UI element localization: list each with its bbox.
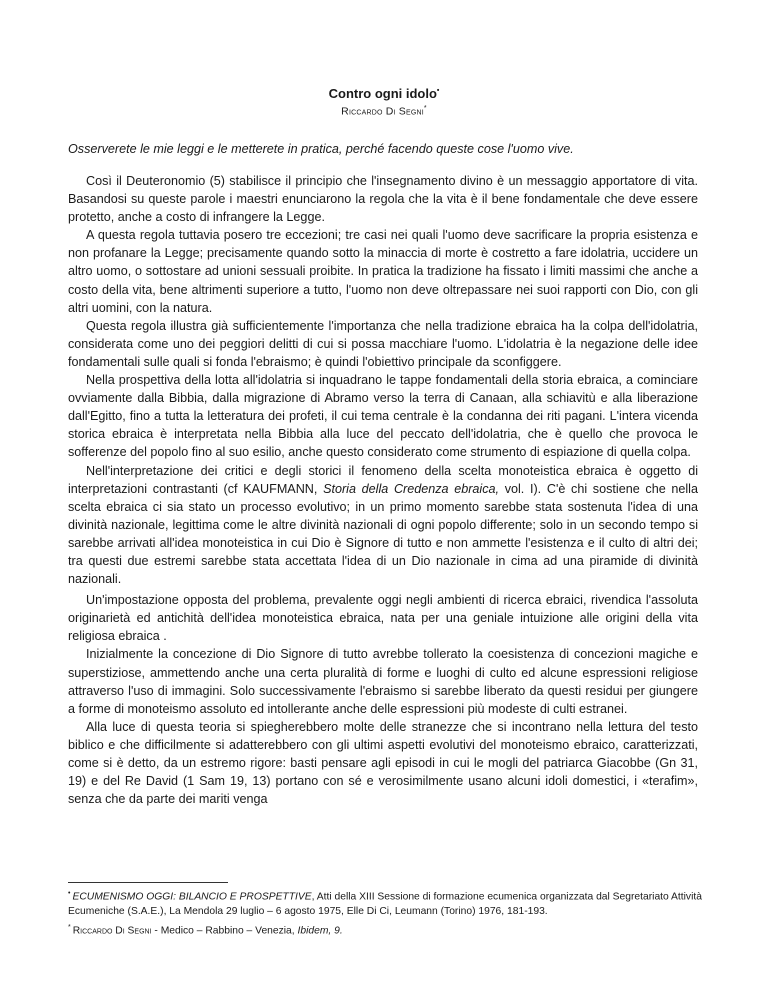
paragraph-5: Nell'interpretazione dei critici e degli storici il fenomeno della scelta monoteistica ebraica è oggetto di interpretazioni contrastanti (cf KAUFMANN, Storia della Credenza ebraica, vol. I). C'è chi sostiene che nella scelta ebraica ci sia stato un processo evolutivo; in un primo momento sarebbe stata sostenuta l'idea di una divinità nazionale, legittima come le altre divinità nazionali di ogni popolo differente; solo in un secondo tempo si sarebbe arrivati all'idea monoteistica in cui Dio è Signore di tutto e non ammette l'esistenza e il culto di altri dei; tra questi due estremi sarebbe stata accettata l'idea di un Dio nazionale in cima ad una piramide di divinità nazionali.	[68, 463, 698, 587]
citation-title: Storia della Credenza ebraica,	[323, 481, 500, 496]
title-footnote-mark: •	[436, 87, 440, 95]
paragraph-7: Inizialmente la concezione di Dio Signore di tutto avrebbe tollerato la coesistenza di concezioni magiche e superstiziose, ammettendo anche una certa pluralità di forme e luoghi di culto ed alcune espressioni religiose attraverso l'uso di immagini. Solo successivamente l'ebraismo si sarebbe liberato da questi residui per giungere a forme di monoteismo assoluto ed intollerante anche delle espressioni più modeste di culti estranei.	[68, 647, 698, 716]
paragraph-4: Nella prospettiva della lotta all'idolatria si inquadrano le tappe fondamentali della storia ebraica, a cominciare ovviamente dalla Bibbia, dalla migrazione di Abramo verso la terra di Canaan, alla schiavitù e alla liberazione dall'Egitto, fino a tutta la letteratura dei profeti, il cui tema centrale è la condanna dei riti pagani. L'intera vicenda storica ebraica è interpretata nella Bibbia alla luce del peccato dell'idolatria, che è quello che provoca le sofferenze del popolo fino al suo esilio, anche questo considerato come strumento di espiazione di quella colpa.	[68, 373, 698, 460]
title-block	[0, 86, 768, 118]
article-body	[68, 172, 698, 808]
epigraph: Osserverete le mie leggi e le metterete in pratica, perché facendo queste cose l'uomo vive.	[68, 142, 574, 156]
footnote-2: * Riccardo Di Segni - Medico – Rabbino – Venezia, Ibidem, 9.	[68, 924, 343, 937]
paragraph-2: A questa regola tuttavia posero tre eccezioni; tre casi nei quali l'uomo deve sacrificare la propria esistenza e non profanare la Legge; precisamente quando sotto la minaccia di morte è costretto a fare idolatria, uccidere un altro uomo, o sottostare ad unioni sessuali proibite. In pratica la tradizione ha fissato i limiti massimi che anche a costo della vita, bene altrimenti superiore a tutto, l'uomo non deve oltrepassare nei suoi rapporti con Dio, con gli altri uomini, con la natura.	[68, 228, 698, 315]
paragraph-8: Alla luce di questa teoria si spiegherebbero molte delle stranezze che si incontrano nella lettura del testo biblico e che difficilmente si adatterebbero con gli ultimi aspetti evolutivi del monoteismo ebraico, caratterizzati, come si è detto, da un estremo rigore: basti pensare agli episodi in cui le mogli del patriarca Giacobbe (Gn 31, 19) e del Re David (1 Sam 19, 13) portano con sé e verosimilmente usano alcuni idoli domestici, i «terafim», senza che da parte dei mariti venga	[68, 719, 698, 807]
footnotes	[68, 886, 728, 939]
paragraph-3: Questa regola illustra già sufficientemente l'importanza che nella tradizione ebraica ha la colpa dell'idolatria, considerata come uno dei peggiori delitti di cui si possa macchiare l'uomo. L'idolatria è la negazione delle idee fondamentali sulle quali si fonda l'ebraismo; è quindi l'obiettivo principale da sconfiggere.	[68, 318, 698, 369]
article-title: Contro ogni idolo•	[328, 86, 440, 101]
footnote-1: • ECUMENISMO OGGI: BILANCIO E PROSPETTIVE, Atti della XIII Sessione di formazione ecumenica organizzata dal Segretariato Attività Ecumeniche (S.A.E.), La Mendola 29 luglio – 6 agosto 1975, Elle Di Ci, Leumann (Torino) 1976, 181-193.	[68, 890, 702, 918]
article-author: Riccardo Di Segni*	[341, 105, 427, 118]
footnote-divider	[68, 882, 228, 883]
paragraph-1: Così il Deuteronomio (5) stabilisce il principio che l'insegnamento divino è un messaggio apportatore di vita. Basandosi su queste parole i maestri enunciarono la regola che la vita è il bene fondamentale che deve essere protetto, anche a costo di infrangere la Legge.	[68, 174, 698, 225]
author-footnote-mark: *	[423, 105, 427, 112]
paragraph-6: Un'impostazione opposta del problema, prevalente oggi negli ambienti di ricerca ebraici, rivendica l'assoluta originarietà ed antichità dell'idea monoteistica ebraica, nata per una geniale intuizione alle origini della vita religiosa ebraica .	[68, 593, 698, 644]
